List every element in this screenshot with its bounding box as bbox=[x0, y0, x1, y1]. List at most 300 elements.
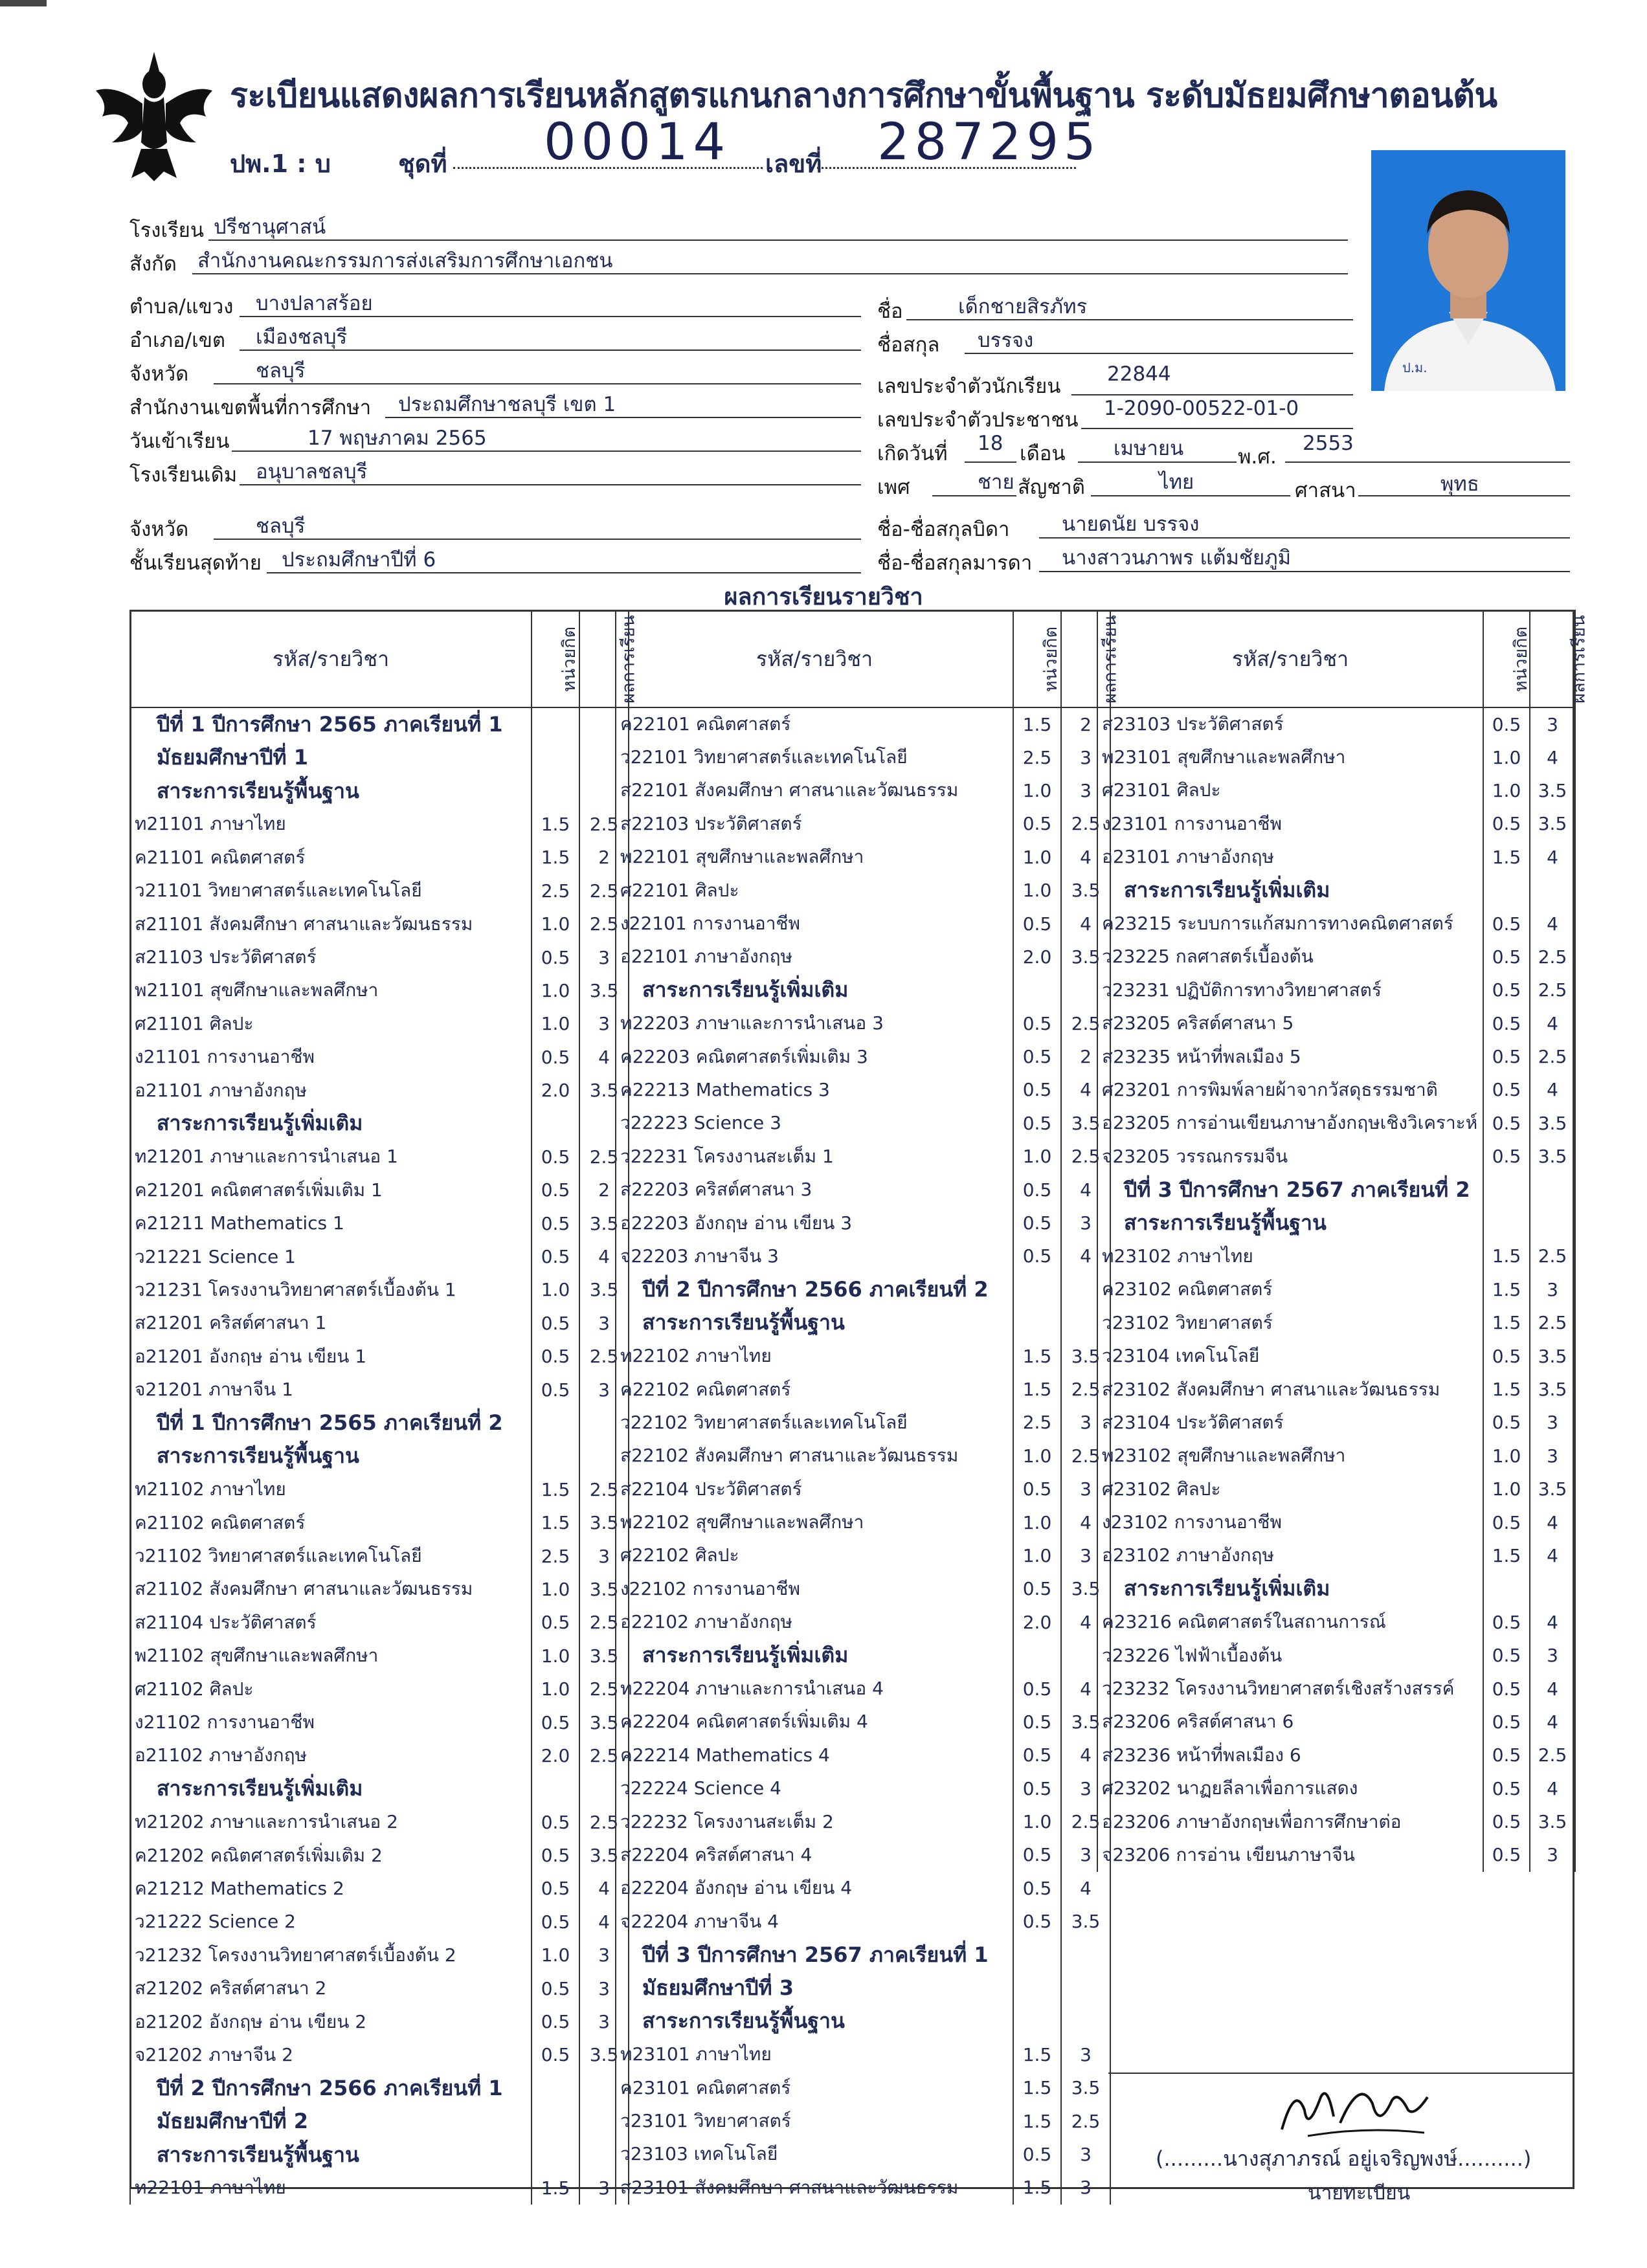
section-heading-row bbox=[1097, 1206, 1575, 1240]
grade-cell: 3 bbox=[1061, 2038, 1110, 2071]
table-row bbox=[616, 1240, 1110, 1273]
credit-cell: 1.0 bbox=[532, 1673, 579, 1706]
table-row bbox=[1097, 1107, 1575, 1140]
grade-cell: 3 bbox=[1530, 1273, 1575, 1306]
grade-cell: 3 bbox=[579, 1939, 629, 1972]
grade-cell: 3.5 bbox=[579, 1074, 629, 1107]
credit-cell: 1.5 bbox=[532, 1506, 579, 1539]
subject-cell: ง21101 การงานอาชีพ bbox=[130, 1041, 532, 1074]
table-row bbox=[616, 2038, 1110, 2071]
subject-cell: ค22204 คณิตศาสตร์เพิ่มเติม 4 bbox=[616, 1706, 1013, 1739]
subject-cell: ว22102 วิทยาศาสตร์และเทคโนโลยี bbox=[616, 1406, 1013, 1439]
credit-cell: 2.0 bbox=[532, 1074, 579, 1107]
grade-cell: 4 bbox=[1061, 1872, 1110, 1905]
grade-cell: 2.5 bbox=[579, 1673, 629, 1706]
col-credit-label: หน่วยกิต bbox=[559, 626, 580, 692]
grade-cell: 3 bbox=[1061, 740, 1110, 773]
grade-cell: 4 bbox=[1061, 1173, 1110, 1206]
last-level-value: ประถมศึกษาปีที่ 6 bbox=[282, 548, 436, 572]
school-label: โรงเรียน bbox=[129, 219, 205, 242]
form-label: ปพ.1 : บ bbox=[230, 150, 331, 178]
section-heading-row bbox=[130, 1772, 629, 1805]
credit-cell: 1.0 bbox=[1013, 841, 1061, 874]
col-subject-header: รหัส/รายวิชา bbox=[616, 610, 1013, 707]
subject-cell: อ22101 ภาษาอังกฤษ bbox=[616, 940, 1013, 973]
grade-cell: 4 bbox=[1530, 1073, 1575, 1106]
table-row bbox=[1097, 807, 1575, 840]
subject-cell: ส22203 คริสต์ศาสนา 3 bbox=[616, 1173, 1013, 1206]
table-row bbox=[1097, 1339, 1575, 1372]
nationality-label: สัญชาติ bbox=[1018, 476, 1085, 499]
section-heading-row bbox=[1097, 874, 1575, 907]
subject-cell: ว21222 Science 2 bbox=[130, 1906, 532, 1939]
table-row bbox=[616, 907, 1110, 940]
prev-school-value: อนุบาลชลบุรี bbox=[256, 460, 368, 484]
subject-cell: อ23102 ภาษาอังกฤษ bbox=[1097, 1539, 1483, 1572]
subject-cell: ส22102 สังคมศึกษา ศาสนาและวัฒนธรรม bbox=[616, 1440, 1013, 1473]
credit-cell: 0.5 bbox=[532, 1839, 579, 1872]
grade-cell: 3 bbox=[1061, 1539, 1110, 1572]
religion-line bbox=[1358, 495, 1570, 496]
citizen-id-value: 1-2090-00522-01-0 bbox=[1104, 397, 1299, 420]
table-row bbox=[130, 1340, 629, 1373]
subject-cell: ส22204 คริสต์ศาสนา 4 bbox=[616, 1838, 1013, 1871]
table-row bbox=[130, 2005, 629, 2038]
table-row bbox=[1097, 1240, 1575, 1273]
subject-cell: ส23101 สังคมศึกษา ศาสนาและวัฒนธรรม bbox=[616, 2171, 1013, 2204]
subject-cell: ศ22101 ศิลปะ bbox=[616, 874, 1013, 907]
table-row bbox=[1097, 1406, 1575, 1439]
grade-cell: 2.5 bbox=[1061, 1140, 1110, 1173]
subject-cell: จ21201 ภาษาจีน 1 bbox=[130, 1373, 532, 1406]
subject-cell: ว22101 วิทยาศาสตร์และเทคโนโลยี bbox=[616, 740, 1013, 773]
credit-cell: 0.5 bbox=[1483, 1772, 1530, 1805]
table-row bbox=[616, 1440, 1110, 1473]
religion-value: พุทธ bbox=[1440, 472, 1479, 496]
grade-cell: 4 bbox=[1530, 740, 1575, 773]
subject-cell: ว22232 โครงงานสะเต็ม 2 bbox=[616, 1805, 1013, 1838]
subject-cell: มัธยมศึกษาปีที่ 2 bbox=[130, 2105, 532, 2138]
subject-cell: ศ23201 การพิมพ์ลายผ้าจากวัสดุธรรมชาติ bbox=[1097, 1073, 1483, 1106]
credit-cell: 0.5 bbox=[1483, 973, 1530, 1006]
grade-table-1 bbox=[129, 610, 639, 2205]
credit-cell bbox=[532, 2138, 579, 2171]
grade-cell: 3.5 bbox=[579, 1640, 629, 1673]
section-heading-row bbox=[130, 2138, 629, 2171]
affiliation-label: สังกัด bbox=[129, 252, 177, 276]
subject-cell: พ21101 สุขศึกษาและพลศึกษา bbox=[130, 974, 532, 1007]
grade-cell: 2.5 bbox=[1530, 1739, 1575, 1772]
credit-cell: 1.5 bbox=[532, 841, 579, 874]
credit-cell: 0.5 bbox=[1483, 807, 1530, 840]
table-row bbox=[130, 2038, 629, 2071]
subject-cell: อ23206 ภาษาอังกฤษเพื่อการศึกษาต่อ bbox=[1097, 1805, 1483, 1838]
subject-cell: ปีที่ 1 ปีการศึกษา 2565 ภาคเรียนที่ 2 bbox=[130, 1406, 532, 1440]
grade-cell: 2.5 bbox=[1061, 1805, 1110, 1838]
subject-cell: ค23101 คณิตศาสตร์ bbox=[616, 2071, 1013, 2104]
credit-cell: 0.5 bbox=[532, 1706, 579, 1739]
set-number: 00014 bbox=[544, 113, 731, 172]
credit-cell: 1.5 bbox=[1013, 2104, 1061, 2137]
subject-cell: สาระการเรียนรู้เพิ่มเติม bbox=[1097, 1572, 1483, 1605]
table-row bbox=[130, 1939, 629, 1972]
credit-cell: 1.5 bbox=[1013, 707, 1061, 740]
subject-cell: จ23205 วรรณกรรมจีน bbox=[1097, 1140, 1483, 1173]
grade-cell: 2.5 bbox=[1061, 2104, 1110, 2137]
col-grade-label: ผลการเรียน bbox=[1569, 614, 1589, 704]
credit-cell: 0.5 bbox=[1013, 1173, 1061, 1206]
grade-cell: 3 bbox=[579, 1539, 629, 1572]
col-credit-header bbox=[532, 610, 579, 707]
subject-cell: ส22103 ประวัติศาสตร์ bbox=[616, 807, 1013, 840]
subject-cell: ว21232 โครงงานวิทยาศาสตร์เบื้องต้น 2 bbox=[130, 1939, 532, 1972]
subject-cell: ส21202 คริสต์ศาสนา 2 bbox=[130, 1972, 532, 2005]
surname-value: บรรจง bbox=[978, 329, 1034, 352]
credit-cell bbox=[532, 774, 579, 807]
table-row bbox=[616, 1805, 1110, 1838]
credit-cell: 0.5 bbox=[1013, 1040, 1061, 1073]
grade-cell: 3.5 bbox=[1061, 1339, 1110, 1372]
student-id-value: 22844 bbox=[1107, 362, 1171, 386]
subject-cell: ศ21102 ศิลปะ bbox=[130, 1673, 532, 1706]
table-row bbox=[616, 807, 1110, 840]
surname-label: ชื่อสกุล bbox=[877, 333, 940, 357]
student-id-line bbox=[1071, 394, 1353, 395]
table-row bbox=[1097, 1373, 1575, 1406]
subject-cell: ค22102 คณิตศาสตร์ bbox=[616, 1373, 1013, 1406]
name-label: ชื่อ bbox=[877, 300, 903, 323]
grade-cell: 4 bbox=[579, 1240, 629, 1273]
table-row bbox=[616, 2104, 1110, 2137]
subject-cell: สาระการเรียนรู้พื้นฐาน bbox=[130, 1440, 532, 1473]
grade-cell: 3 bbox=[1061, 774, 1110, 807]
credit-cell bbox=[532, 1440, 579, 1473]
entry-date-label: วันเข้าเรียน bbox=[129, 430, 230, 453]
grade-cell: 3.5 bbox=[1061, 1706, 1110, 1739]
subject-cell: ส21102 สังคมศึกษา ศาสนาและวัฒนธรรม bbox=[130, 1573, 532, 1606]
credit-cell bbox=[1013, 1273, 1061, 1306]
credit-cell: 0.5 bbox=[1013, 2138, 1061, 2171]
subject-cell: สาระการเรียนรู้พื้นฐาน bbox=[130, 774, 532, 807]
subject-cell: สาระการเรียนรู้พื้นฐาน bbox=[130, 2138, 532, 2171]
mother-value: นางสาวนภาพร แต้มชัยภูมิ bbox=[1062, 546, 1292, 570]
table-row bbox=[616, 1073, 1110, 1106]
district-label: อำเภอ/เขต bbox=[129, 329, 226, 352]
grade-cell: 3 bbox=[1061, 2138, 1110, 2171]
registrar-role: นายทะเบียน bbox=[1308, 2182, 1411, 2205]
credit-cell: 0.5 bbox=[1483, 1706, 1530, 1739]
table-row bbox=[130, 1240, 629, 1273]
table-row bbox=[1097, 1306, 1575, 1339]
credit-cell: 1.0 bbox=[1483, 774, 1530, 807]
table-row bbox=[616, 1373, 1110, 1406]
subject-cell: ปีที่ 2 ปีการศึกษา 2566 ภาคเรียนที่ 2 bbox=[616, 1273, 1013, 1306]
prev-school-label: โรงเรียนเดิม bbox=[129, 463, 238, 487]
subject-cell: อ23205 การอ่านเขียนภาษาอังกฤษเชิงวิเคราะห์ bbox=[1097, 1107, 1483, 1140]
grade-cell: 3 bbox=[1061, 1406, 1110, 1439]
grade-cell: 4 bbox=[1530, 1539, 1575, 1572]
grade-cell: 2 bbox=[1061, 1040, 1110, 1073]
subject-cell: อ22204 อังกฤษ อ่าน เขียน 4 bbox=[616, 1872, 1013, 1905]
subject-cell: พ23101 สุขศึกษาและพลศึกษา bbox=[1097, 740, 1483, 773]
grade-cell: 3 bbox=[579, 1373, 629, 1406]
credit-cell: 1.5 bbox=[1013, 1373, 1061, 1406]
last-level-line bbox=[267, 572, 861, 573]
subject-cell: ท21201 ภาษาและการนำเสนอ 1 bbox=[130, 1140, 532, 1173]
registrar-signature-icon bbox=[1269, 2071, 1437, 2149]
table-row bbox=[130, 1872, 629, 1905]
credit-cell: 1.0 bbox=[1483, 1473, 1530, 1506]
credit-cell: 1.5 bbox=[1013, 2071, 1061, 2104]
student-photo bbox=[1371, 150, 1565, 391]
photo-tag: ป.ม. bbox=[1402, 360, 1428, 375]
credit-cell: 0.5 bbox=[1483, 1606, 1530, 1639]
table-row bbox=[130, 1074, 629, 1107]
subject-cell: สาระการเรียนรู้เพิ่มเติม bbox=[130, 1772, 532, 1805]
subject-cell: อ21202 อังกฤษ อ่าน เขียน 2 bbox=[130, 2005, 532, 2038]
table-row bbox=[616, 1672, 1110, 1705]
subject-cell: ง22101 การงานอาชีพ bbox=[616, 907, 1013, 940]
credit-cell bbox=[1013, 1972, 1061, 2005]
subject-cell: ค21202 คณิตศาสตร์เพิ่มเติม 2 bbox=[130, 1839, 532, 1872]
grade-cell: 3.5 bbox=[1530, 807, 1575, 840]
credit-cell: 0.5 bbox=[1013, 1473, 1061, 1506]
grade-table-3 bbox=[1097, 610, 1589, 1872]
birth-day-value: 18 bbox=[978, 432, 1003, 455]
table-row bbox=[616, 1539, 1110, 1572]
affiliation-line bbox=[192, 273, 1348, 274]
name-line bbox=[906, 319, 1353, 320]
table-row bbox=[130, 1906, 629, 1939]
table-row bbox=[616, 1140, 1110, 1173]
subject-cell: ส23206 คริสต์ศาสนา 6 bbox=[1097, 1706, 1483, 1739]
section-heading-row bbox=[616, 973, 1110, 1006]
grade-cell: 2.5 bbox=[579, 1806, 629, 1839]
grade-cell: 4 bbox=[1530, 1772, 1575, 1805]
table-row bbox=[1097, 1440, 1575, 1473]
table-row bbox=[616, 1339, 1110, 1372]
subject-cell: ค23102 คณิตศาสตร์ bbox=[1097, 1273, 1483, 1306]
credit-cell: 1.0 bbox=[532, 1939, 579, 1972]
grade-cell: 3 bbox=[1530, 1639, 1575, 1672]
credit-cell: 0.5 bbox=[1483, 1672, 1530, 1705]
grade-cell: 3 bbox=[1061, 1838, 1110, 1871]
grade-cell bbox=[1530, 1173, 1575, 1206]
grade-cell: 4 bbox=[1530, 907, 1575, 940]
credit-cell: 1.0 bbox=[1013, 1440, 1061, 1473]
table-row bbox=[616, 1206, 1110, 1240]
section-heading-row bbox=[130, 774, 629, 807]
province-label: จังหวัด bbox=[129, 362, 189, 386]
religion-label: ศาสนา bbox=[1295, 479, 1356, 502]
grade-cell: 2.5 bbox=[579, 1473, 629, 1506]
subject-cell: มัธยมศึกษาปีที่ 1 bbox=[130, 741, 532, 774]
subject-cell: ศ22102 ศิลปะ bbox=[616, 1539, 1013, 1572]
credit-cell: 0.5 bbox=[1483, 1040, 1530, 1073]
table-row bbox=[130, 1606, 629, 1639]
section-heading-row bbox=[1097, 1173, 1575, 1206]
subject-cell: ท22101 ภาษาไทย bbox=[130, 2172, 532, 2205]
last-level-label: ชั้นเรียนสุดท้าย bbox=[129, 551, 262, 575]
grade-cell: 3.5 bbox=[579, 2038, 629, 2071]
table-row bbox=[1097, 1672, 1575, 1705]
grade-cell: 3.5 bbox=[1061, 1905, 1110, 1938]
credit-cell bbox=[1013, 1938, 1061, 1971]
table-row bbox=[616, 1007, 1110, 1040]
grade-cell: 3.5 bbox=[1061, 1572, 1110, 1605]
affiliation-value: สำนักงานคณะกรรมการส่งเสริมการศึกษาเอกชน bbox=[197, 249, 613, 272]
prev-province-value: ชลบุรี bbox=[256, 515, 306, 538]
credit-cell: 1.5 bbox=[1483, 1306, 1530, 1339]
name-value: เด็กชายสิรภัทร bbox=[958, 295, 1088, 318]
mother-line bbox=[1039, 571, 1570, 572]
subject-cell: ค22213 Mathematics 3 bbox=[616, 1073, 1013, 1106]
grade-cell: 3 bbox=[1530, 707, 1575, 740]
credit-cell bbox=[1483, 1572, 1530, 1605]
document-number: 287295 bbox=[877, 113, 1101, 172]
credit-cell: 1.5 bbox=[1483, 1273, 1530, 1306]
credit-cell: 0.5 bbox=[1013, 1772, 1061, 1805]
table-row bbox=[616, 1838, 1110, 1871]
credit-cell: 0.5 bbox=[1013, 1672, 1061, 1705]
credit-cell bbox=[1483, 1206, 1530, 1240]
subject-cell: ท21202 ภาษาและการนำเสนอ 2 bbox=[130, 1806, 532, 1839]
nationality-line bbox=[1091, 495, 1290, 496]
grade-cell bbox=[1061, 2005, 1110, 2038]
district-line bbox=[240, 350, 861, 351]
subject-cell: ค21211 Mathematics 1 bbox=[130, 1206, 532, 1240]
credit-cell: 1.0 bbox=[1013, 1539, 1061, 1572]
credit-cell: 0.5 bbox=[1013, 1838, 1061, 1871]
table-row bbox=[130, 974, 629, 1007]
grade-cell: 3.5 bbox=[579, 1506, 629, 1539]
table-row bbox=[1097, 1606, 1575, 1639]
grade-cell: 2 bbox=[579, 841, 629, 874]
table-row bbox=[130, 1473, 629, 1506]
grade-cell: 3 bbox=[579, 1007, 629, 1040]
credit-cell: 2.5 bbox=[532, 874, 579, 907]
credit-cell: 0.5 bbox=[1483, 907, 1530, 940]
credit-cell bbox=[1013, 2005, 1061, 2038]
birth-month-value: เมษายน bbox=[1114, 437, 1184, 460]
subject-cell: พ21102 สุขศึกษาและพลศึกษา bbox=[130, 1640, 532, 1673]
grade-cell: 4 bbox=[1530, 1606, 1575, 1639]
grade-cell: 3 bbox=[1530, 1406, 1575, 1439]
table-row bbox=[1097, 1838, 1575, 1871]
subject-cell: อ23101 ภาษาอังกฤษ bbox=[1097, 841, 1483, 874]
credit-cell: 1.0 bbox=[1483, 740, 1530, 773]
grade-cell: 3.5 bbox=[1061, 940, 1110, 973]
grade-cell: 2.5 bbox=[1530, 973, 1575, 1006]
grade-cell: 3 bbox=[579, 1307, 629, 1340]
credit-cell: 1.5 bbox=[1013, 2038, 1061, 2071]
credit-cell bbox=[1013, 1639, 1061, 1672]
grade-cell: 2.5 bbox=[579, 1140, 629, 1173]
grade-cell: 3 bbox=[1530, 1838, 1575, 1871]
table-row bbox=[130, 1007, 629, 1040]
subject-cell: ส23235 หน้าที่พลเมือง 5 bbox=[1097, 1040, 1483, 1073]
table-row bbox=[1097, 907, 1575, 940]
section-heading-row bbox=[616, 2005, 1110, 2038]
credit-cell: 1.0 bbox=[532, 1007, 579, 1040]
credit-cell: 1.5 bbox=[1483, 1240, 1530, 1273]
set-label: ชุดที่ bbox=[398, 150, 447, 178]
entry-date-value: 17 พฤษภาคม 2565 bbox=[308, 427, 487, 450]
subject-cell: ปีที่ 3 ปีการศึกษา 2567 ภาคเรียนที่ 1 bbox=[616, 1938, 1013, 1971]
section-heading-row bbox=[130, 1406, 629, 1440]
credit-cell: 1.5 bbox=[1483, 1373, 1530, 1406]
subject-cell: ท21101 ภาษาไทย bbox=[130, 808, 532, 841]
credit-cell: 0.5 bbox=[532, 1373, 579, 1406]
document-title: ระเบียนแสดงผลการเรียนหลักสูตรแกนกลางการศึกษาขั้นพื้นฐาน ระดับมัธยมศึกษาตอนต้น bbox=[230, 76, 1497, 115]
scan-edge-mark bbox=[0, 0, 47, 6]
subject-cell: ว23226 ไฟฟ้าเบื้องต้น bbox=[1097, 1639, 1483, 1672]
table-row bbox=[130, 940, 629, 973]
credit-cell: 0.5 bbox=[532, 940, 579, 973]
credit-cell bbox=[532, 1772, 579, 1805]
table-row bbox=[1097, 841, 1575, 874]
subject-cell: ค23215 ระบบการแก้สมการทางคณิตศาสตร์ bbox=[1097, 907, 1483, 940]
subject-cell: ง23102 การงานอาชีพ bbox=[1097, 1506, 1483, 1539]
section-heading-row bbox=[616, 1972, 1110, 2005]
credit-cell: 1.0 bbox=[532, 1573, 579, 1606]
table-row bbox=[1097, 1539, 1575, 1572]
subject-cell: ว23232 โครงงานวิทยาศาสตร์เชิงสร้างสรรค์ bbox=[1097, 1672, 1483, 1705]
grade-cell: 3 bbox=[1061, 1206, 1110, 1240]
citizen-id-label: เลขประจำตัวประชาชน bbox=[877, 408, 1079, 432]
grade-cell: 3 bbox=[1061, 2171, 1110, 2204]
table-row bbox=[130, 2172, 629, 2205]
table-row bbox=[616, 1506, 1110, 1539]
grade-cell: 3.5 bbox=[579, 1839, 629, 1872]
table-row bbox=[130, 1206, 629, 1240]
entry-date-line bbox=[232, 450, 861, 452]
grade-cell: 2.5 bbox=[1530, 1240, 1575, 1273]
subject-cell: สาระการเรียนรู้เพิ่มเติม bbox=[616, 1639, 1013, 1672]
subject-cell: จ21202 ภาษาจีน 2 bbox=[130, 2038, 532, 2071]
table-row bbox=[1097, 1007, 1575, 1040]
credit-cell: 2.0 bbox=[1013, 1606, 1061, 1639]
grade-cell: 3.5 bbox=[579, 1573, 629, 1606]
subject-cell: ว23104 เทคโนโลยี bbox=[1097, 1339, 1483, 1372]
table-row bbox=[1097, 1706, 1575, 1739]
grade-cell: 4 bbox=[1061, 1606, 1110, 1639]
credit-cell: 0.5 bbox=[532, 1206, 579, 1240]
garuda-emblem-icon bbox=[83, 45, 225, 188]
subject-cell: ศ21101 ศิลปะ bbox=[130, 1007, 532, 1040]
prev-province-line bbox=[214, 539, 861, 540]
subject-cell: ว21101 วิทยาศาสตร์และเทคโนโลยี bbox=[130, 874, 532, 907]
grade-cell: 4 bbox=[1530, 841, 1575, 874]
table-row bbox=[616, 841, 1110, 874]
subject-cell: ท22102 ภาษาไทย bbox=[616, 1339, 1013, 1372]
table-row bbox=[616, 1706, 1110, 1739]
subject-cell: ท22204 ภาษาและการนำเสนอ 4 bbox=[616, 1672, 1013, 1705]
subject-cell: สาระการเรียนรู้เพิ่มเติม bbox=[130, 1107, 532, 1140]
subject-cell: สาระการเรียนรู้เพิ่มเติม bbox=[616, 973, 1013, 1006]
subject-cell: จ22204 ภาษาจีน 4 bbox=[616, 1905, 1013, 1938]
table-row bbox=[130, 1640, 629, 1673]
credit-cell: 0.5 bbox=[532, 2038, 579, 2071]
credit-cell bbox=[532, 741, 579, 774]
subject-cell: ศ23102 ศิลปะ bbox=[1097, 1473, 1483, 1506]
subject-cell: ท23101 ภาษาไทย bbox=[616, 2038, 1013, 2071]
subject-cell: ค22203 คณิตศาสตร์เพิ่มเติม 3 bbox=[616, 1040, 1013, 1073]
grade-cell: 3 bbox=[1061, 1473, 1110, 1506]
table-row bbox=[1097, 973, 1575, 1006]
subject-cell: จ22203 ภาษาจีน 3 bbox=[616, 1240, 1013, 1273]
table-row bbox=[616, 1872, 1110, 1905]
